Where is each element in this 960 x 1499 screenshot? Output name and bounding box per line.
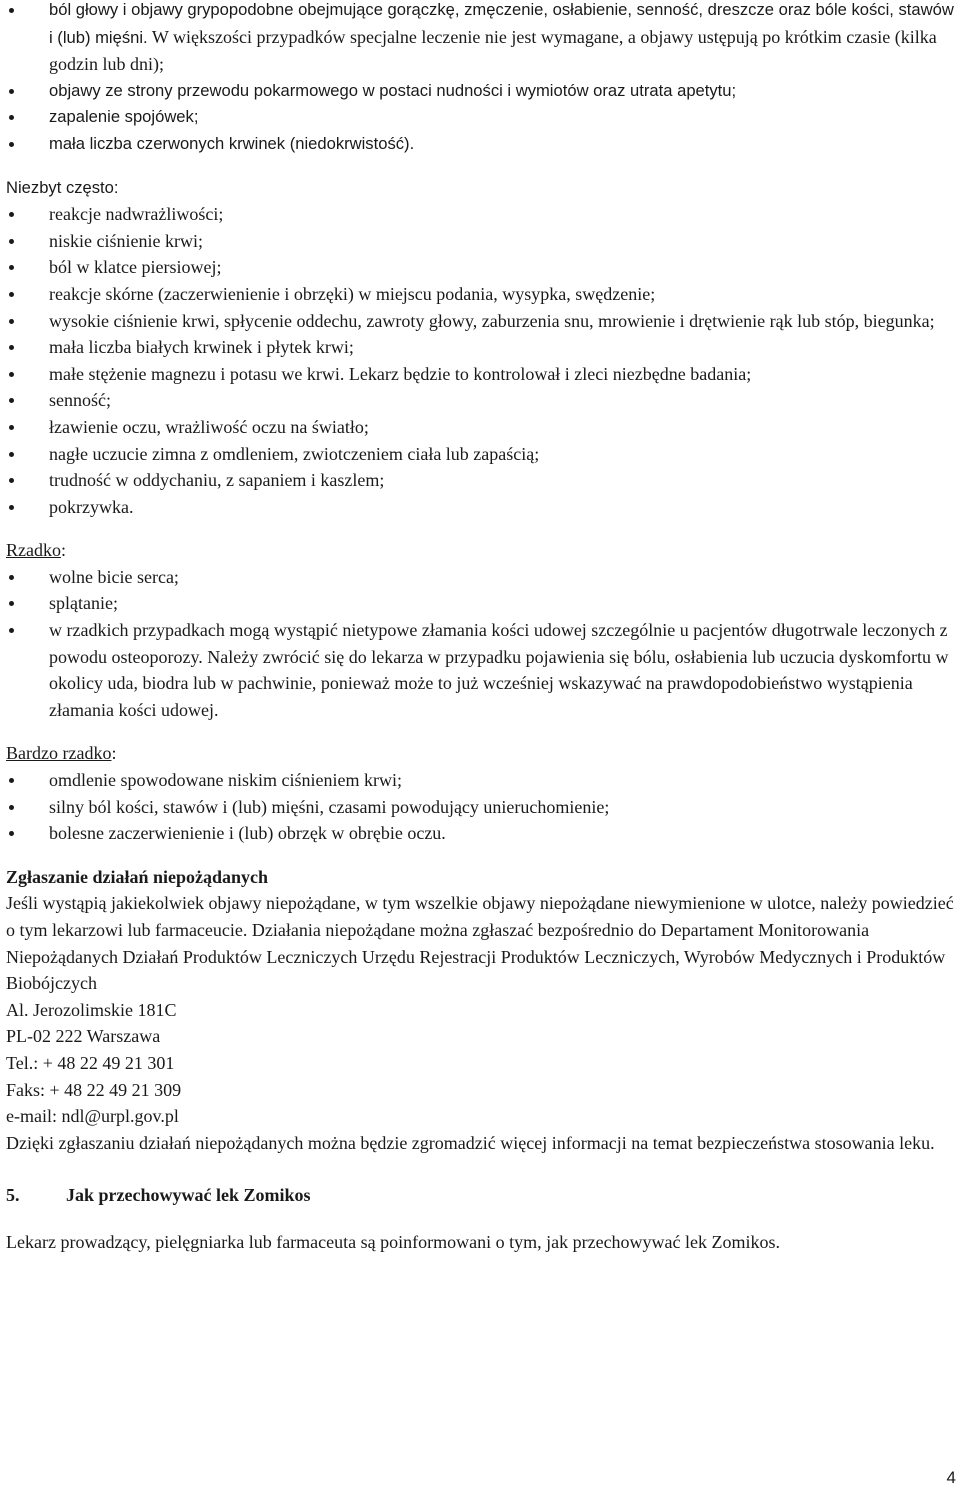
list-item — [6, 0, 954, 78]
list-item: małe stężenie magnezu i potasu we krwi. Lekarz będzie to kontrolował i zleci niezbędne badania; — [6, 361, 954, 388]
list-item: mała liczba białych krwinek i płytek krwi; — [6, 334, 954, 361]
section-5-text: Lekarz prowadzący, pielęgniarka lub farmaceuta są poinformowani o tym, jak przechowywać lek Zomikos. — [6, 1231, 781, 1252]
list-item: zapalenie spojówek; — [6, 104, 954, 131]
page-number: 4 — [946, 1468, 956, 1487]
list-item: reakcje skórne (zaczerwienienie i obrzęki) w miejscu podania, wysypka, swędzenie; — [6, 281, 954, 308]
section-label-very-rare — [6, 740, 954, 767]
very-rare-list — [6, 767, 954, 847]
list-item: omdlenie spowodowane niskim ciśnieniem krwi; — [6, 767, 954, 794]
section-label-rare — [6, 537, 954, 564]
reporting-paragraph: Jeśli wystąpią jakiekolwiek objawy niepożądane, w tym wszelkie objawy niepożądane niewymienione w ulotce, należy powiedzieć o tym lekarzowi lub farmaceucie. Działania niepożądane można zgłaszać bezpośrednio do Departament Monitorowania Niepożądanych Działań Produktów Leczniczych Urzędu Rejestracji Produktów Leczniczych, Wyrobów Medycznych i Produktów Biobójczych — [6, 893, 954, 994]
reporting-section — [6, 864, 954, 1157]
section-title: Jak przechowywać lek Zomikos — [66, 1185, 311, 1206]
reporting-heading: Zgłaszanie działań niepożądanych — [6, 866, 269, 887]
list-item-text-sans: ból głowy i objawy grypopodobne obejmujące gorączkę, zmęczenie, osłabienie, senność, dreszcze oraz bóle kości, stawów i (lub) mięśni. — [49, 0, 954, 47]
reporting-tel: Tel.: + 48 22 49 21 301 — [6, 1052, 175, 1073]
list-item: niskie ciśnienie krwi; — [6, 228, 954, 255]
list-item: łzawienie oczu, wrażliwość oczu na światło; — [6, 414, 954, 441]
label-colon: : — [113, 177, 119, 197]
list-item: pokrzywka. — [6, 494, 954, 521]
reporting-email: e-mail: ndl@urpl.gov.pl — [6, 1106, 179, 1127]
section-5-heading — [6, 1182, 954, 1209]
section-label-uncommon — [6, 175, 954, 202]
list-item: w rzadkich przypadkach mogą wystąpić nietypowe złamania kości udowej szczególnie u pacjentów długotrwale leczonych z powodu osteoporozy. Należy zwrócić się do lekarza w przypadku pojawienia się bólu, osłabienia lub uczucia dyskomfortu w okolicy uda, biodra lub w pachwinie, ponieważ może to już wcześniej wskazywać na prawdopodobieństwo wystąpienia złamania kości udowej. — [6, 617, 954, 723]
list-item: wysokie ciśnienie krwi, spłycenie oddechu, zawroty głowy, zaburzenia snu, mrowienie i drętwienie rąk lub stóp, biegunka; — [6, 308, 954, 335]
section-5 — [6, 1182, 954, 1255]
list-item: ból w klatce piersiowej; — [6, 254, 954, 281]
label-text: Rzadko — [6, 540, 61, 561]
section-number: 5. — [6, 1185, 20, 1206]
label-text: Bardzo rzadko — [6, 743, 112, 764]
list-item: splątanie; — [6, 590, 954, 617]
reporting-fax: Faks: + 48 22 49 21 309 — [6, 1079, 182, 1100]
list-item: bolesne zaczerwienienie i (lub) obrzęk w obrębie oczu. — [6, 820, 954, 847]
list-item-text-serif: W większości przypadków specjalne leczenie nie jest wymagane, a objawy ustępują po krótkim czasie (kilka godzin lub dni); — [49, 26, 937, 75]
list-item: reakcje nadwrażliwości; — [6, 201, 954, 228]
list-item: objawy ze strony przewodu pokarmowego w postaci nudności i wymiotów oraz utrata apetytu; — [6, 78, 954, 105]
uncommon-list — [6, 201, 954, 520]
list-item: trudność w oddychaniu, z sapaniem i kaszlem; — [6, 467, 954, 494]
reporting-address: Al. Jerozolimskie 181C — [6, 999, 177, 1020]
list-item: nagłe uczucie zimna z omdleniem, zwiotczeniem ciała lub zapaścią; — [6, 441, 954, 468]
list-item: senność; — [6, 387, 954, 414]
side-effects-list-top — [6, 0, 954, 158]
list-item: wolne bicie serca; — [6, 564, 954, 591]
label-text: Niezbyt często — [6, 177, 114, 197]
label-colon: : — [111, 743, 117, 764]
list-item: mała liczba czerwonych krwinek (niedokrwistość). — [6, 131, 954, 158]
reporting-closing: Dzięki zgłaszaniu działań niepożądanych można będzie zgromadzić więcej informacji na temat bezpieczeństwa stosowania leku. — [6, 1132, 935, 1153]
rare-list — [6, 564, 954, 724]
label-colon: : — [60, 540, 66, 561]
reporting-city: PL-02 222 Warszawa — [6, 1026, 161, 1047]
list-item: silny ból kości, stawów i (lub) mięśni, czasami powodujący unieruchomienie; — [6, 794, 954, 821]
